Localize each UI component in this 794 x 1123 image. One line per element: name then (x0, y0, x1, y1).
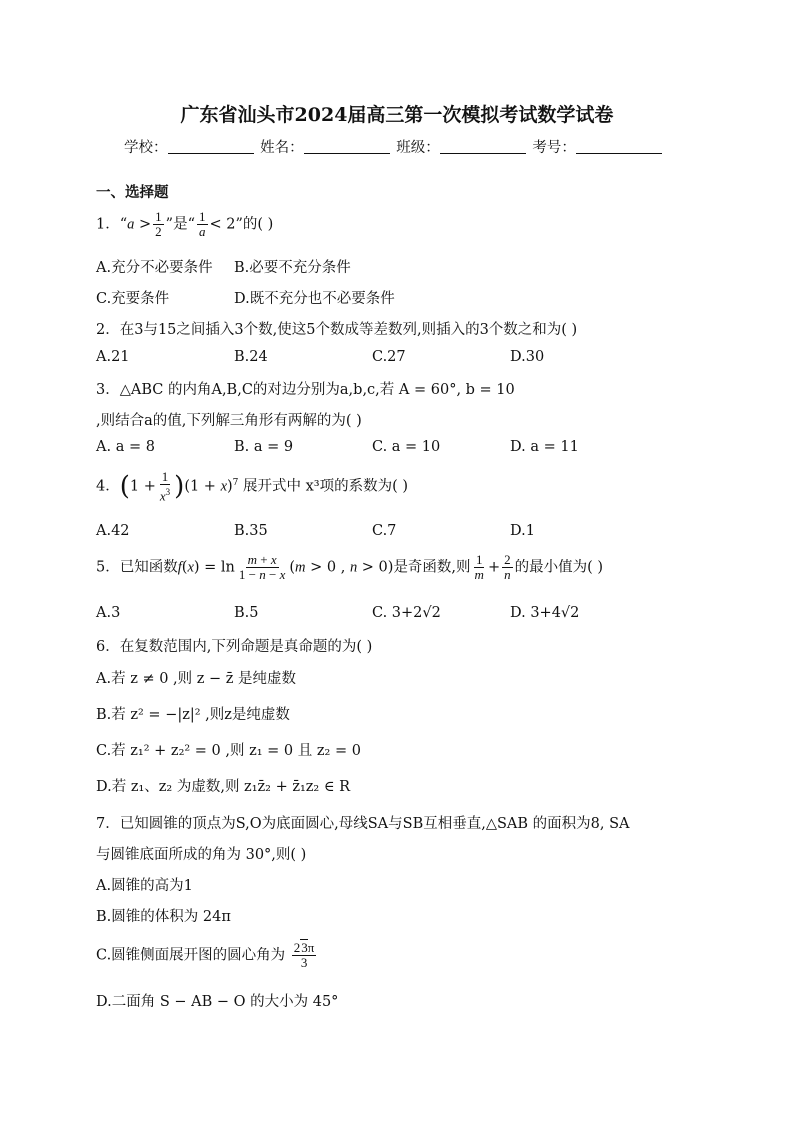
question-6: 6．在复数范围内,下列命题是真命题的为( ) (96, 639, 373, 655)
q3-options (96, 439, 696, 455)
school-blank[interactable] (168, 139, 254, 154)
school-label: 学校： (124, 140, 168, 156)
q6-option-a[interactable]: A.若 z ≠ 0 ,则 z − z̄ 是纯虚数 (96, 671, 297, 687)
q7-option-c-fraction: $\frac{23\pi}{3}$ (293, 940, 315, 970)
student-info (124, 136, 684, 157)
question-2: 2．在3与15之间插入3个数,使这5个数成等差数列,则插入的3个数之和为( ) (96, 322, 578, 338)
q1-option-d[interactable]: D.既不充分也不必要条件 (234, 291, 395, 307)
exam-title: 广东省汕头市2024届高三第一次模拟考试数学试卷 (180, 104, 614, 126)
q5-log-fraction: $\frac{m + x}{1 - n - x}$ (238, 552, 286, 582)
q7-option-c-text: C.圆锥侧面展开图的圆心角为 (96, 947, 286, 964)
q5-options (96, 605, 696, 621)
question-3-line2: ,则结合a的值,下列解三角形有两解的为( ) (96, 413, 362, 429)
q5-fraction-1m: $\frac{1}{m}$ (474, 552, 484, 582)
q7-option-a[interactable]: A.圆锥的高为1 (96, 878, 193, 894)
q3-option-c[interactable]: C. a = 10 (372, 439, 441, 455)
q5-tail-text: 的最小值为( ) (514, 559, 604, 576)
q2-option-d[interactable]: D.30 (510, 349, 545, 365)
q2-options (96, 349, 696, 365)
question-3-line1: 3．△ABC 的内角A,B,C的对边分别为a,b,c,若 A = 60°, b = 10 (96, 382, 515, 398)
q5-option-b[interactable]: B.5 (234, 605, 259, 621)
q5-fraction-2n: $\frac{2}{n}$ (504, 552, 511, 582)
q7-option-c[interactable] (96, 941, 318, 970)
q5-prefix: 5．已知函数 (96, 559, 178, 576)
q1-option-c[interactable]: C.充要条件 (96, 291, 170, 307)
name-label: 姓名： (260, 140, 304, 156)
q5-option-c[interactable]: C. 3+2√2 (372, 605, 441, 621)
q4-option-d[interactable]: D.1 (510, 523, 535, 539)
q5-option-a[interactable]: A.3 (96, 605, 121, 621)
section-heading: 一、选择题 (96, 184, 169, 201)
q1-number: 1． (96, 216, 120, 233)
q4-tail-text: 展开式中 x³项的系数为( ) (243, 478, 409, 495)
q1-option-b[interactable]: B.必要不充分条件 (234, 260, 351, 276)
q4-options (96, 523, 696, 539)
name-blank[interactable] (304, 139, 390, 154)
q1-fraction-half: $\frac{1}{2}$ (155, 209, 162, 239)
question-7-line1: 7．已知圆锥的顶点为S,O为底面圆心,母线SA与SB互相垂直,△SAB 的面积为8, SA (96, 816, 630, 832)
q4-option-a[interactable]: A.42 (96, 523, 130, 539)
q5-option-d[interactable]: D. 3+4√2 (510, 605, 580, 621)
class-blank[interactable] (440, 139, 526, 154)
q5-middle-text: 是奇函数,则 (393, 559, 471, 576)
q1-fraction-inverse: $\frac{1}{a}$ (199, 209, 206, 239)
q3-option-a[interactable]: A. a = 8 (96, 439, 155, 455)
q7-option-b[interactable]: B.圆锥的体积为 24π (96, 909, 231, 925)
q1-option-a[interactable]: A.充分不必要条件 (96, 260, 213, 276)
q4-option-c[interactable]: C.7 (372, 523, 397, 539)
q2-option-c[interactable]: C.27 (372, 349, 406, 365)
class-label: 班级： (396, 140, 440, 156)
q6-option-b[interactable]: B.若 z² = −|z|² ,则z是纯虚数 (96, 707, 290, 723)
q7-option-d[interactable]: D.二面角 S − AB − O 的大小为 45° (96, 994, 339, 1010)
q2-option-b[interactable]: B.24 (234, 349, 268, 365)
question-7-line2: 与圆锥底面所成的角为 30°,则( ) (96, 847, 307, 863)
q3-option-d[interactable]: D. a = 11 (510, 439, 579, 455)
q1-middle-text: ”是“ (165, 216, 195, 233)
q1-quote-open: “ (119, 216, 128, 233)
q6-option-c[interactable]: C.若 z₁² + z₂² = 0 ,则 z₁ = 0 且 z₂ = 0 (96, 743, 361, 759)
q3-option-b[interactable]: B. a = 9 (234, 439, 294, 455)
q2-option-a[interactable]: A.21 (96, 349, 130, 365)
number-blank[interactable] (576, 139, 662, 154)
q4-option-b[interactable]: B.35 (234, 523, 268, 539)
q1-options-row1 (96, 256, 696, 277)
question-5: 5．已知函数f(x) = ln $\frac{m + x}{1 - n - x}$ (m > 0 , n > 0)是奇函数,则 $\frac{1}{m}$ + $\frac{2}{n}$ 的最小值为( ) (96, 552, 604, 582)
question-4: 4．(1 + $\frac{1}{x^3}$ )$(1 + x)^7$ 展开式中 x³项的系数为( ) (96, 469, 409, 504)
q6-option-d[interactable]: D.若 z₁、z₂ 为虚数,则 z₁z̄₂ + z̄₁z₂ ∈ R (96, 779, 351, 795)
question-1: 1．“a > $\frac{1}{2}$ ”是“ $\frac{1}{a}$ < 2”的( ) (96, 209, 274, 239)
q4-number: 4． (96, 478, 120, 495)
q4-fraction: $\frac{1}{x^3}$ (159, 469, 171, 504)
q1-tail-text: ”的( ) (235, 216, 274, 233)
q1-options-row2 (96, 287, 696, 308)
number-label: 考号： (532, 140, 576, 156)
